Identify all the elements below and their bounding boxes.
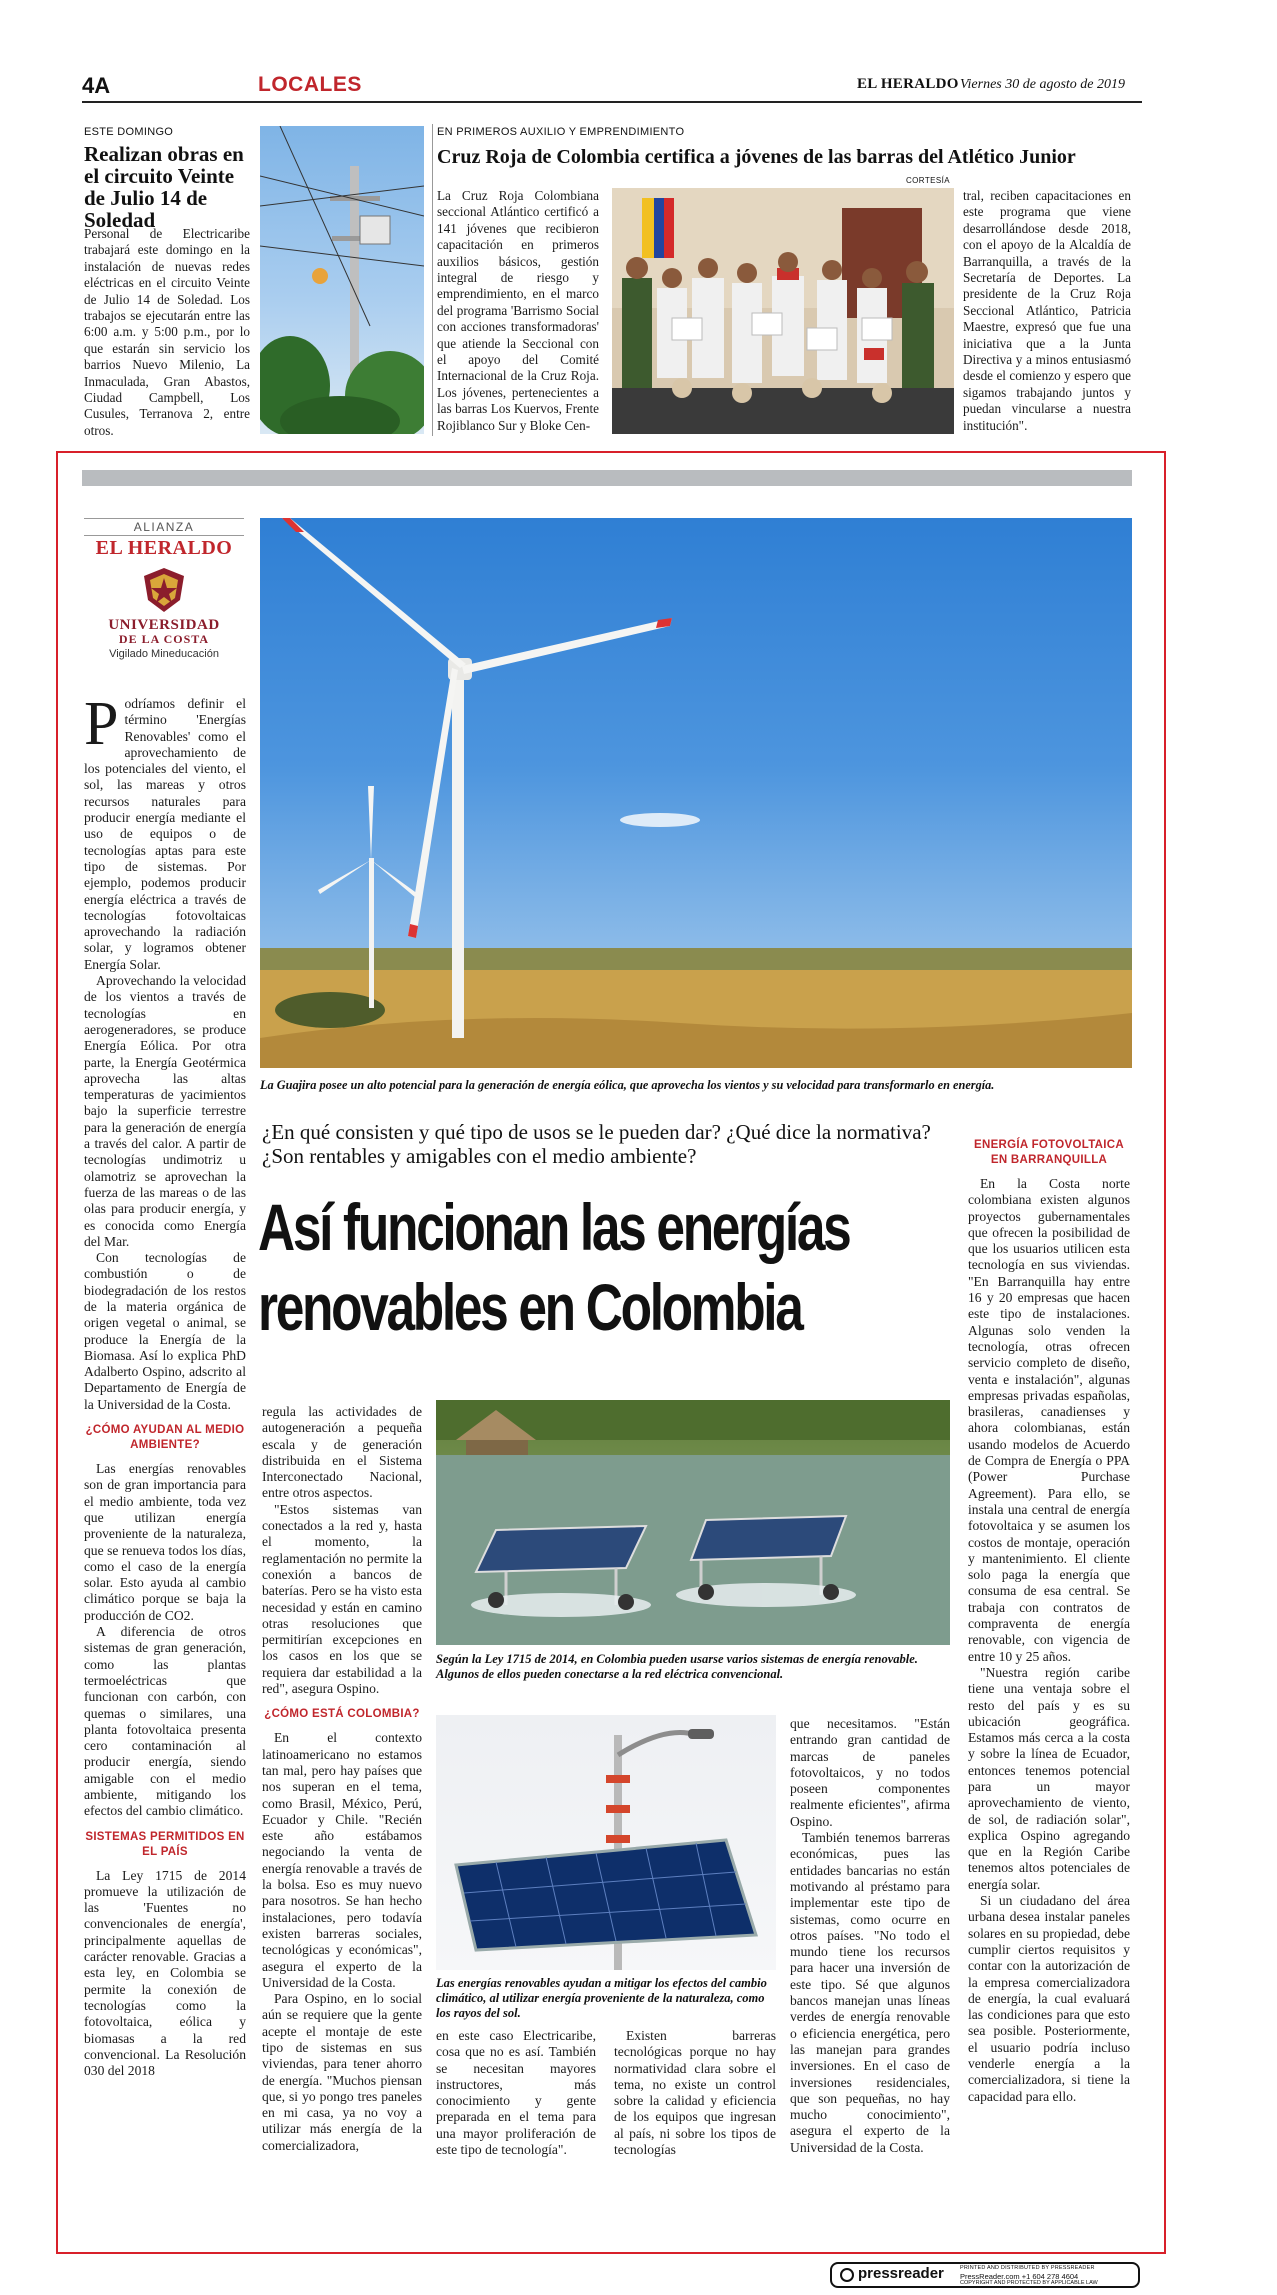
utility-pole-photo [260,126,424,434]
wind-photo-caption: La Guajira posee un alto potencial para la generación de energía eólica, que aprovecha los vientos y su velocidad para transformarlo en energía. [260,1078,995,1092]
subhead-sistemas-permitidos: SISTEMAS PERMITIDOS EN EL PAÍS [85,1830,245,1858]
section-title: LOCALES [258,73,362,96]
solar-panel-lamp-photo [436,1715,776,1970]
pressreader-brand: pressreader [858,2265,944,2282]
col5-paragraph: que necesitamos. "Están entrando gran cantidad de marcas de paneles fotovoltaicos, y no todos poseen componentes realmente eficientes", afirma Ospino. [790,1716,950,1829]
top-left-headline: Realizan obras en el circuito Veinte de Julio 14 de Soledad [84,142,244,232]
alliance-label: ALIANZA [84,518,244,536]
wind-turbine-photo [260,518,1132,1068]
col2-paragraph: En el contexto latinoamericano no estamos tan mal, pero hay países que nos superan en el tema, como Brasil, México, Perú, Ecuador y Chile. "Recién este año estábamos negociando la venta de energía renovable a través de la bolsa. Eso es muy nuevo para nosotros. Se han hecho instalaciones, pero todavía existen barreras sociales, tecnológicas y económicas", asegura el experto de la Universidad de la Costa. [262,1730,422,1990]
col1-paragraph: A diferencia de otros sistemas de gran generación, como las plantas termoeléctricas que funcionan con carbón, con quemas o similares, una planta fotovoltaica presenta cero contaminación al producir energía, siendo amigable con el medio ambiente, mitigando los efectos del cambio climático. [84,1624,246,1819]
col3-paragraph: en este caso Electricaribe, cosa que no es así. También se necesitan mayores instructores, más conocimiento y gente preparada en el tema para una mayor proliferación de este tipo de tecnología". [436,2028,596,2158]
col6-paragraph: En la Costa norte colombiana existen algunos proyectos gubernamentales que ofrecen la posibilidad de que los usuarios utilicen esta tecnología en sus viviendas. "En Barranquilla hay entre 16 y 20 empresas que hacen este tipo de instalaciones. Algunas solo venden la tecnología, otras ofrecen servicio completo de diseño, venta e instalación", algunas empresas privadas españolas, brasileras, canadienses y ahora colombianas, están usando modelos de Acuerdo de Compra de Energía o PPA (Power Purchase Agreement). Para ello, se instala una central de energía fotovoltaica y se asumen los costos de montaje, operación y mantenimiento. El cliente solo paga la energía que consuma de esa central. Se trabaja con contratos de compraventa de energía renovable, con vigencia de entre 10 y 25 años. [968,1176,1130,1664]
top-left-kicker: ESTE DOMINGO [84,126,174,138]
cruz-roja-group-photo [612,188,954,434]
masthead-paper: EL HERALDO [857,76,959,92]
masthead-date: Viernes 30 de agosto de 2019 [960,77,1125,92]
pressreader-logo-icon [840,2268,854,2282]
col6-paragraph: "Nuestra región caribe tiene una ventaja sobre el resto del país y es su ubicación geográfica. Estamos más cerca a la costa y sobre la línea de Ecuador, entonces tenemos potencial para un mayor aprovechamiento de viento, de sol, de radiación solar", explica Ospino agregando que en la Región Caribe tenemos altos potenciales de energía solar. [968,1664,1130,1892]
pressreader-line2: PressReader.com +1 604 278 4604 [960,2272,1079,2281]
drop-cap: P [84,690,119,758]
alliance-paper: EL HERALDO [95,537,233,559]
column-1 [84,690,246,2079]
col4-paragraph: Existen barreras tecnológicas porque no hay normatividad clara sobre el tema, no existe un control sobre la calidad y eficiencia de los equipos que ingresan al país, ni sobre los tipos de tecnologías [614,2028,776,2158]
university-shield-icon [140,566,188,614]
solar-panel-caption: Las energías renovables ayudan a mitigar los efectos del cambio climático, al utilizar energía proveniente de la naturaleza, como los rayos del sol. [436,1976,767,2020]
col2-paragraph: "Estos sistemas van conectados a la red y, hasta el momento, la reglamentación no permite la conexión a bancos de baterías. Pero se ha visto esta necesidad y están en camino otras resoluciones que permitirían excepciones en los casos en los que se requiera dar estabilidad a la red", asegura Ospino. [262,1501,422,1697]
section-gray-bar [82,470,1132,486]
subhead-como-esta-colombia: ¿CÓMO ESTÁ COLOMBIA? [264,1708,420,1721]
top-right-body-right: tral, reciben capacitaciones en este programa que viene desarrollándose desde 2018, con el apoyo de la Alcaldía de Barranquilla, a través de la Secretaría de Deportes. La presidente de la Cruz Roja Seccional Atlántico, Patricia Maestre, expresó que fue una iniciativa que a la Junta Directiva y a minos entusiasmó desde el comienzo y espero que sigamos trabajando juntos y puedan vincularse a nuestra institución". [963,188,1131,433]
col1-paragraph: La Ley 1715 de 2014 promueve la utilización de las 'Fuentes no convencionales de energía', principalmente aquellas de carácter renovable. Gracias a esta ley, en Colombia se permite la conexión de tecnologías como la fotovoltaica, eólica y biomasas a la red convencional. La Resolución 030 del 2018 [84,1867,246,2079]
subhead-energia-fotovoltaica: ENERGÍA FOTOVOLTAICA EN BARRANQUILLA [974,1139,1124,1166]
vigilado-label: Vigilado Mineducación [109,648,219,660]
col2-paragraph: regula las actividades de autogeneración a pequeña escala y de generación distribuida en el Sistema Interconectado Nacional, entre otros aspectos. [262,1404,422,1501]
pressreader-line3: COPYRIGHT AND PROTECTED BY APPLICABLE LAW [960,2280,1098,2286]
masthead-rule [82,101,1142,103]
pressreader-badge [830,2262,1140,2288]
column-4 [614,2028,776,2158]
photo-credit: CORTESÍA [906,176,950,185]
top-right-body-left: La Cruz Roja Colombiana seccional Atlántico certificó a 141 jóvenes que recibieron capacitación en primeros auxilios básicos, gestión integral de riesgo y emprendimiento, en el marco del programa 'Barrismo Social con acciones transformadoras' que atiende la Seccional con el apoyo del Comité Internacional de la Cruz Roja. Los jóvenes, pertenecientes a las barras Los Kuervos, Frente Rojiblanco Sur y Bloke Cen- [437,188,599,433]
pond-photo-caption: Según la Ley 1715 de 2014, en Colombia pueden usarse varios sistemas de energía renovable. Algunos de ellos pueden conectarse a la red eléctrica convencional. [436,1652,918,1681]
page-number: 4A [82,73,111,98]
solar-aerator-pond-photo [436,1400,950,1645]
col6-paragraph: Si un ciudadano del área urbana desea instalar paneles solares en su propiedad, debe cumplir ciertos requisitos y contar con la autorización de la empresa comercializadora de energía, la cual evaluará las condiciones para que esto sea posible. Posteriormente, el usuario podría incluso venderle energía a la comercializadora, si tiene la capacidad para ello. [968,1893,1130,2104]
col1-paragraph: Con tecnologías de combustión o de biodegradación de los restos de la materia orgánica de origen vegetal o animal, se produce la Energía de la Biomasa. Así lo explica PhD Adalberto Ospino, adscrito al Departamento de Energía de la Universidad de la Costa. [84,1250,246,1412]
col1-paragraph: Las energías renovables son de gran importancia para el medio ambiente, toda vez que utilizan energía proveniente de la naturaleza, que se renueva todos los días, como el caso de la energía solar. Esto ayuda al cambio climático porque se baja la producción de CO2. [84,1461,246,1623]
top-right-headline: Cruz Roja de Colombia certifica a jóvenes de las barras del Atlético Junior [437,146,1076,168]
column-5 [790,1716,950,2156]
col5-paragraph: También tenemos barreras económicas, pues las entidades bancarias no están motivando al préstamo para implementar este tipo de sistemas, como ocurre en otros países. "No todo el mundo tiene los recursos para hacer una inversión de este tipo. Sé que algunos bancos manejan unas líneas verdes de energía renovable o eficiencia energética, pero las manejan para grandes inversiones. En el caso de inversiones residenciales, que son pequeñas, no hay mucho conocimiento", asegura el experto de la Universidad de la Costa. [790,1830,950,2155]
column-2 [262,1404,422,2154]
top-column-rule [432,124,433,436]
col1-intro: odríamos definir el término 'Energías Renovables' como el aprovechamiento de los potenciales del viento, el sol, las mareas y otros recursos naturales para producir energía mediante el uso de equipos o de tecnologías aptas para este tipo de sistemas. Por ejemplo, podemos producir energía eléctrica a través de tecnologías fotovoltaicas aprovechando la radiación solar, y logramos obtener Energía Solar. [84,696,246,972]
subhead-medio-ambiente: ¿CÓMO AYUDAN AL MEDIO AMBIENTE? [85,1424,245,1452]
article-deck: ¿En qué consisten y qué tipo de usos se le pueden dar? ¿Qué dice la normativa? ¿Son rentables y amigables con el medio ambiente? [262,1120,931,1168]
article-headline-line1: Así funcionan las energías [258,1190,850,1264]
col2-paragraph: Para Ospino, en lo social aún se requiere que la gente acepte el montaje de este tipo de sistemas en sus viviendas, para tener ahorro de energía. "Muchos piensan que, si yo pongo tres paneles en mi casa, ya no voy a utilizar más energía de la comercializadora, [262,1991,422,2153]
top-right-kicker: EN PRIMEROS AUXILIO Y EMPRENDIMIENTO [437,126,685,138]
col1-paragraph: Aprovechando la velocidad de los vientos a través de tecnologías en aerogeneradores, se produce Energía Eólica. Por otra parte, la Energía Geotérmica aprovecha las altas temperaturas de yacimientos bajo la superficie terrestre para la generación de energía a través del calor. A partir de tecnologías undimotriz u olamotriz se aprovechan la fuerza de las mareas o de las olas para producir energía, y es conocida como Energía del Mar. [84,973,246,1249]
column-3 [436,2028,596,2158]
top-left-body: Personal de Electricaribe trabajará este domingo en la instalación de nuevas redes eléctricas en el circuito Veinte de Julio 14 de Soledad. Los trabajos se ejecutarán entre las 6:00 a.m. y 5:00 p.m., por lo que estarán sin servicio los barrios Nuevo Milenio, La Inmaculada, Gran Abastos, Ciudad Campbell, Los Cusules, Terranova 2, entre otros. [84,226,250,438]
article-headline-line2: renovables en Colombia [258,1270,802,1344]
column-6 [968,1138,1130,2105]
pressreader-line1: PRINTED AND DISTRIBUTED BY PRESSREADER [960,2265,1095,2271]
university-name-line1: UNIVERSIDAD [108,617,220,633]
university-name-line2: DE LA COSTA [118,632,210,646]
